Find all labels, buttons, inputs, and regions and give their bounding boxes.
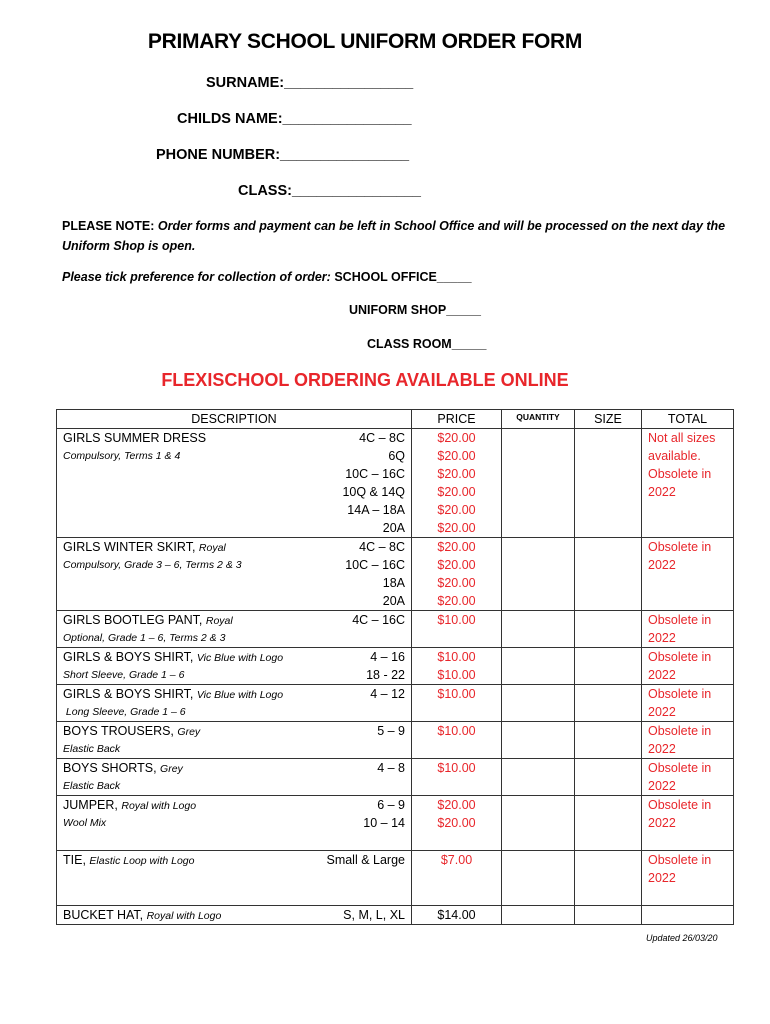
- quantity-cell[interactable]: [502, 429, 575, 538]
- note-label: PLEASE NOTE:: [62, 219, 155, 233]
- header-quantity: QUANTITY: [502, 410, 575, 429]
- item-name-detail: Royal with Logo: [121, 800, 197, 812]
- size-range: 4C – 8C: [359, 431, 405, 445]
- total-note: 2022: [648, 705, 676, 719]
- size-range: 10C – 16C: [345, 467, 405, 481]
- price-cell: [412, 759, 502, 796]
- price-value: $20.00: [437, 449, 476, 463]
- size-range: 18 - 22: [366, 668, 405, 682]
- price-value: $10.00: [437, 613, 476, 627]
- description-cell: [57, 906, 412, 925]
- item-name-text: GIRLS BOOTLEG PANT,: [63, 613, 203, 627]
- quantity-cell[interactable]: [502, 759, 575, 796]
- total-note: Obsolete in: [648, 724, 712, 738]
- item-subtitle: Compulsory, Grade 3 – 6, Terms 2 & 3: [63, 559, 242, 571]
- item-name-detail: Royal: [205, 615, 233, 627]
- flexischool-banner: FLEXISCHOOL ORDERING AVAILABLE ONLINE: [161, 370, 569, 390]
- quantity-cell[interactable]: [502, 906, 575, 925]
- total-note: 2022: [648, 871, 676, 885]
- item-name: [63, 611, 233, 630]
- price-cell: [412, 538, 502, 611]
- price-value: $20.00: [437, 594, 476, 608]
- table-row: [57, 722, 734, 759]
- price-cell: [412, 611, 502, 648]
- note-text: Order forms and payment can be left in School Office and will be processed on the next day the Uniform Shop is open.: [62, 219, 726, 253]
- item-name: [63, 796, 196, 815]
- item-name-detail: Vic Blue with Logo: [196, 652, 284, 664]
- quantity-cell[interactable]: [502, 685, 575, 722]
- item-name-text: GIRLS WINTER SKIRT,: [63, 540, 196, 554]
- total-note: Not all sizes: [648, 431, 716, 445]
- item-name: [63, 538, 226, 557]
- item-name-text: GIRLS SUMMER DRESS: [63, 431, 207, 445]
- total-note: Obsolete in: [648, 761, 712, 775]
- size-cell[interactable]: [575, 538, 642, 611]
- total-cell: [642, 648, 734, 685]
- item-name: [63, 648, 283, 667]
- size-range: S, M, L, XL: [343, 908, 405, 922]
- uniform-shop-option[interactable]: UNIFORM SHOP_____: [349, 303, 481, 317]
- item-subtitle: Compulsory, Terms 1 & 4: [63, 450, 181, 462]
- total-note: Obsolete in: [648, 540, 712, 554]
- description-cell: [57, 759, 412, 796]
- price-value: $10.00: [437, 687, 476, 701]
- size-cell[interactable]: [575, 722, 642, 759]
- price-cell: [412, 796, 502, 851]
- item-name: [63, 851, 194, 870]
- description-cell: [57, 685, 412, 722]
- price-cell: [412, 685, 502, 722]
- item-name-text: BUCKET HAT,: [63, 908, 144, 922]
- total-note: 2022: [648, 779, 676, 793]
- total-note: 2022: [648, 485, 676, 499]
- item-name-detail: Royal with Logo: [146, 910, 222, 922]
- size-range: 4 – 16: [370, 650, 405, 664]
- total-cell: [642, 906, 734, 925]
- price-value: $20.00: [437, 521, 476, 535]
- total-note: 2022: [648, 631, 676, 645]
- collection-preference: [62, 270, 472, 284]
- size-cell[interactable]: [575, 429, 642, 538]
- item-name-text: GIRLS & BOYS SHIRT,: [63, 687, 194, 701]
- table-row: [57, 611, 734, 648]
- item-subtitle: Wool Mix: [63, 817, 107, 829]
- description-cell: [57, 538, 412, 611]
- size-range: 6 – 9: [377, 798, 405, 812]
- total-cell: [642, 685, 734, 722]
- size-range: 4 – 12: [370, 687, 405, 701]
- total-cell: [642, 429, 734, 538]
- description-cell: [57, 796, 412, 851]
- price-value: $20.00: [437, 798, 476, 812]
- item-subtitle: Short Sleeve, Grade 1 – 6: [63, 669, 185, 681]
- price-value: $20.00: [437, 503, 476, 517]
- item-name: [63, 685, 283, 704]
- item-name-detail: Royal: [198, 542, 226, 554]
- price-cell: [412, 429, 502, 538]
- total-note: Obsolete in: [648, 467, 712, 481]
- price-value: $10.00: [437, 761, 476, 775]
- table-row: [57, 851, 734, 906]
- price-value: $20.00: [437, 558, 476, 572]
- description-cell: [57, 429, 412, 538]
- table-row: [57, 538, 734, 611]
- size-range: 4 – 8: [377, 761, 405, 775]
- item-name-text: BOYS SHORTS,: [63, 761, 157, 775]
- price-value: $20.00: [437, 431, 476, 445]
- price-cell: [412, 906, 502, 925]
- quantity-cell[interactable]: [502, 611, 575, 648]
- size-cell[interactable]: [575, 851, 642, 906]
- price-value: $7.00: [440, 853, 473, 867]
- total-note: 2022: [648, 816, 676, 830]
- description-cell: [57, 722, 412, 759]
- header-description: DESCRIPTION: [57, 410, 412, 429]
- table-row: [57, 796, 734, 851]
- size-range: 10Q & 14Q: [342, 485, 405, 499]
- size-range: 5 – 9: [377, 724, 405, 738]
- page-title: PRIMARY SCHOOL UNIFORM ORDER FORM: [147, 30, 583, 53]
- item-name-text: BOYS TROUSERS,: [63, 724, 174, 738]
- preference-prompt: Please tick preference for collection of order:: [62, 270, 331, 284]
- size-range: 4C – 8C: [359, 540, 405, 554]
- item-name-detail: Elastic Loop with Logo: [89, 855, 195, 867]
- price-value: $10.00: [437, 724, 476, 738]
- total-cell: [642, 538, 734, 611]
- size-range: 18A: [382, 576, 405, 590]
- item-name: [63, 722, 200, 741]
- total-note: 2022: [648, 668, 676, 682]
- total-cell: [642, 796, 734, 851]
- total-note: 2022: [648, 742, 676, 756]
- item-name: [63, 759, 183, 778]
- total-note: Obsolete in: [648, 650, 712, 664]
- total-note: Obsolete in: [648, 853, 712, 867]
- table-row: [57, 759, 734, 796]
- item-name-detail: Grey: [177, 726, 201, 738]
- description-cell: [57, 648, 412, 685]
- total-note: Obsolete in: [648, 613, 712, 627]
- item-name: [63, 429, 206, 447]
- size-cell[interactable]: [575, 796, 642, 851]
- item-name-text: GIRLS & BOYS SHIRT,: [63, 650, 194, 664]
- price-value: $20.00: [437, 576, 476, 590]
- size-cell[interactable]: [575, 611, 642, 648]
- price-value: $10.00: [437, 668, 476, 682]
- school-office-option[interactable]: SCHOOL OFFICE_____: [334, 270, 472, 284]
- table-row: [57, 429, 734, 538]
- price-value: $10.00: [437, 650, 476, 664]
- price-value: $20.00: [437, 485, 476, 499]
- item-subtitle: Optional, Grade 1 – 6, Terms 2 & 3: [63, 632, 226, 644]
- size-range: 14A – 18A: [347, 503, 405, 517]
- surname-field[interactable]: SURNAME:________________: [206, 75, 414, 91]
- price-value: $20.00: [437, 540, 476, 554]
- item-name-detail: Grey: [160, 763, 183, 775]
- childs-name-field[interactable]: CHILDS NAME:________________: [177, 111, 412, 127]
- total-note: Obsolete in: [648, 687, 712, 701]
- size-cell[interactable]: [575, 685, 642, 722]
- size-cell[interactable]: [575, 759, 642, 796]
- table-row: [57, 906, 734, 925]
- item-name: [63, 906, 221, 925]
- total-note: Obsolete in: [648, 798, 712, 812]
- quantity-cell[interactable]: [502, 796, 575, 851]
- updated-date: Updated 26/03/20: [646, 933, 718, 943]
- header-size: SIZE: [575, 410, 642, 429]
- header-total: TOTAL: [642, 410, 734, 429]
- size-range: 10 – 14: [363, 816, 405, 830]
- price-value: $20.00: [437, 816, 476, 830]
- item-name-text: JUMPER,: [63, 798, 118, 812]
- total-cell: [642, 611, 734, 648]
- class-room-option[interactable]: CLASS ROOM_____: [367, 337, 487, 351]
- table-row: [57, 648, 734, 685]
- order-table: [56, 409, 734, 925]
- size-cell[interactable]: [575, 906, 642, 925]
- item-subtitle: Elastic Back: [63, 780, 121, 792]
- description-cell: [57, 851, 412, 906]
- size-range: 4C – 16C: [352, 613, 405, 627]
- price-cell: [412, 648, 502, 685]
- total-cell: [642, 722, 734, 759]
- total-cell: [642, 851, 734, 906]
- item-name-detail: Vic Blue with Logo: [196, 689, 284, 701]
- please-note: [62, 216, 732, 256]
- table-row: [57, 685, 734, 722]
- quantity-cell[interactable]: [502, 851, 575, 906]
- size-range: 20A: [382, 594, 405, 608]
- quantity-cell[interactable]: [502, 538, 575, 611]
- price-value: $14.00: [437, 908, 476, 922]
- size-range: 10C – 16C: [345, 558, 405, 572]
- description-cell: [57, 611, 412, 648]
- phone-number-field[interactable]: PHONE NUMBER:________________: [156, 147, 410, 163]
- quantity-cell[interactable]: [502, 722, 575, 759]
- class-field[interactable]: CLASS:________________: [238, 183, 421, 199]
- size-cell[interactable]: [575, 648, 642, 685]
- price-cell: [412, 851, 502, 906]
- item-subtitle: Elastic Back: [63, 743, 121, 755]
- header-price: PRICE: [412, 410, 502, 429]
- quantity-cell[interactable]: [502, 648, 575, 685]
- price-cell: [412, 722, 502, 759]
- size-range: Small & Large: [326, 853, 405, 867]
- total-note: 2022: [648, 558, 676, 572]
- total-note: available.: [648, 449, 701, 463]
- size-range: 6Q: [388, 449, 405, 463]
- item-name-text: TIE,: [63, 853, 86, 867]
- price-value: $20.00: [437, 467, 476, 481]
- item-subtitle: Long Sleeve, Grade 1 – 6: [63, 706, 186, 718]
- size-range: 20A: [382, 521, 405, 535]
- total-cell: [642, 759, 734, 796]
